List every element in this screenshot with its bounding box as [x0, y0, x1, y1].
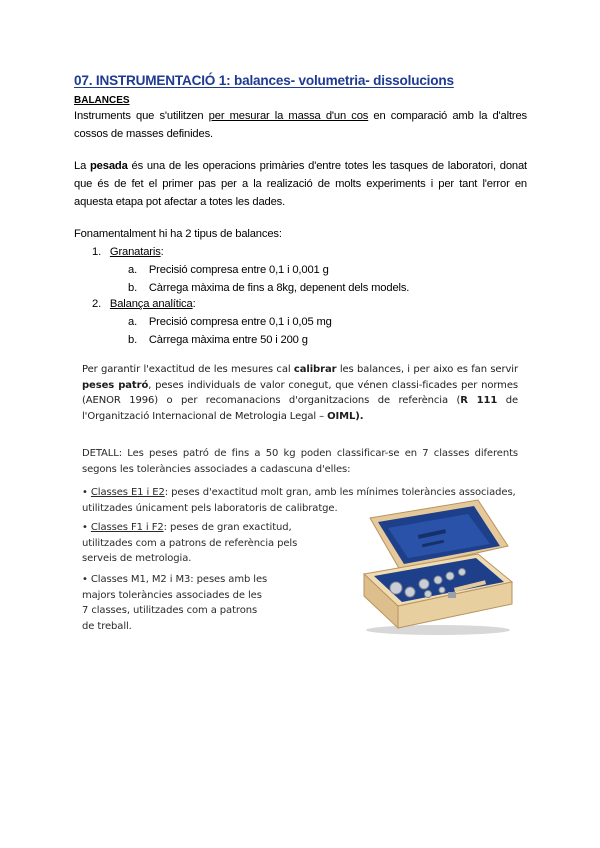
- subitem-text: Precisió compresa entre 0,1 i 0,001 g: [148, 264, 329, 276]
- bullet: •: [82, 487, 91, 498]
- subitem-text: Precisió compresa entre 0,1 i 0,05 mg: [148, 316, 332, 328]
- calibrate-text-3: , peses individuals de valor conegut, que vénen classi-ficades per normes (AENOR 1996) o per recomanacions d'organitzacions de referència (: [82, 379, 518, 406]
- pesada-paragraph: [74, 157, 527, 211]
- calibrate-bold-1: calibrar: [293, 364, 337, 375]
- type-item-1: [92, 246, 164, 258]
- calibrate-bold-2: peses patró: [82, 379, 149, 391]
- class-e-name: Classes E1 i E2: [90, 487, 165, 498]
- document-title: 07. INSTRUMENTACIÓ 1: balances- volumetria- dissolucions: [74, 73, 454, 88]
- pesada-bold: pesada: [90, 160, 128, 172]
- calibrate-text-1: Per garantir l'exactitud de les mesures cal: [82, 364, 294, 375]
- intro-text-1: Instruments que s'utilitzen: [74, 110, 209, 122]
- bullet: •: [82, 522, 91, 533]
- intro-underlined-text: per mesurar la massa d'un cos: [208, 110, 369, 122]
- type-name: Granataris: [109, 246, 161, 258]
- class-m-line3: 7 classes, utilitzades com a patrons: [82, 605, 258, 616]
- type-1-subitem-a: [128, 264, 329, 276]
- type-2-subitem-a: [128, 316, 332, 328]
- subitem-letter: a.: [128, 316, 138, 328]
- class-m-line4: de treball.: [82, 620, 132, 632]
- class-e-line2: utilitzades únicament pels laboratoris de calibratge.: [82, 502, 338, 514]
- class-f-item: [82, 520, 297, 567]
- type-item-2: [92, 298, 196, 310]
- type-suffix: :: [160, 246, 164, 258]
- intro-text-2: en comparació amb la d'altres cossos de masses definides.: [74, 110, 527, 140]
- subitem-letter: b.: [128, 282, 138, 294]
- subitem-letter: a.: [128, 264, 138, 276]
- type-suffix: :: [192, 298, 196, 310]
- weight-set-photo: [358, 488, 518, 638]
- type-number: 1.: [92, 246, 102, 258]
- subitem-text: Càrrega màxima entre 50 i 200 g: [148, 334, 308, 346]
- section-heading: BALANCES: [74, 95, 130, 106]
- class-f-name: Classes F1 i F2: [90, 522, 164, 533]
- class-m-item: [82, 572, 267, 634]
- class-m-line1: • Classes M1, M2 i M3: peses amb les: [82, 574, 268, 585]
- detail-paragraph: DETALL: Les peses patró de fins a 50 kg poden classificar-se en 7 classes diferents segons les toleràncies associades a cadascuna d'elles:: [82, 448, 518, 475]
- class-f-line1: : peses de gran exactitud,: [163, 522, 292, 533]
- class-f-line2: utilitzades com a patrons de referència pels: [82, 537, 298, 549]
- calibrate-paragraph: [82, 362, 518, 424]
- calibrate-bold-3: R 111: [460, 395, 498, 406]
- calibrate-text-4: de l'Organització Internacional de Metrologia Legal –: [82, 395, 518, 422]
- calibrate-bold-4: OIML).: [327, 410, 364, 422]
- type-1-subitem-b: [128, 282, 409, 294]
- types-intro: Fonamentalment hi ha 2 tipus de balances:: [74, 228, 282, 240]
- class-f-line3: serveis de metrologia.: [82, 553, 192, 564]
- pesada-text-2: és una de les operacions primàries d'entre totes les tasques de laboratori, donat que és de fet el primer pas per a la realizació de molts experiments i per tant l'error en aquesta etapa pot afectar a totes les dades.: [74, 160, 527, 208]
- pesada-text-1: La: [74, 160, 90, 172]
- type-2-subitem-b: [128, 334, 308, 346]
- calibrate-text-2: les balances, i per aixo es fan servir: [336, 364, 518, 375]
- intro-paragraph: [74, 107, 527, 143]
- subitem-letter: b.: [128, 334, 138, 346]
- subitem-text: Càrrega màxima de fins a 8kg, depenent dels models.: [148, 282, 410, 294]
- class-e-text: : peses d'exactitud molt gran, amb les mínimes toleràncies associades,: [164, 487, 516, 498]
- type-number: 2.: [92, 298, 102, 310]
- class-m-line2: majors toleràncies associades de les: [82, 589, 262, 601]
- type-name: Balança analítica: [109, 298, 193, 310]
